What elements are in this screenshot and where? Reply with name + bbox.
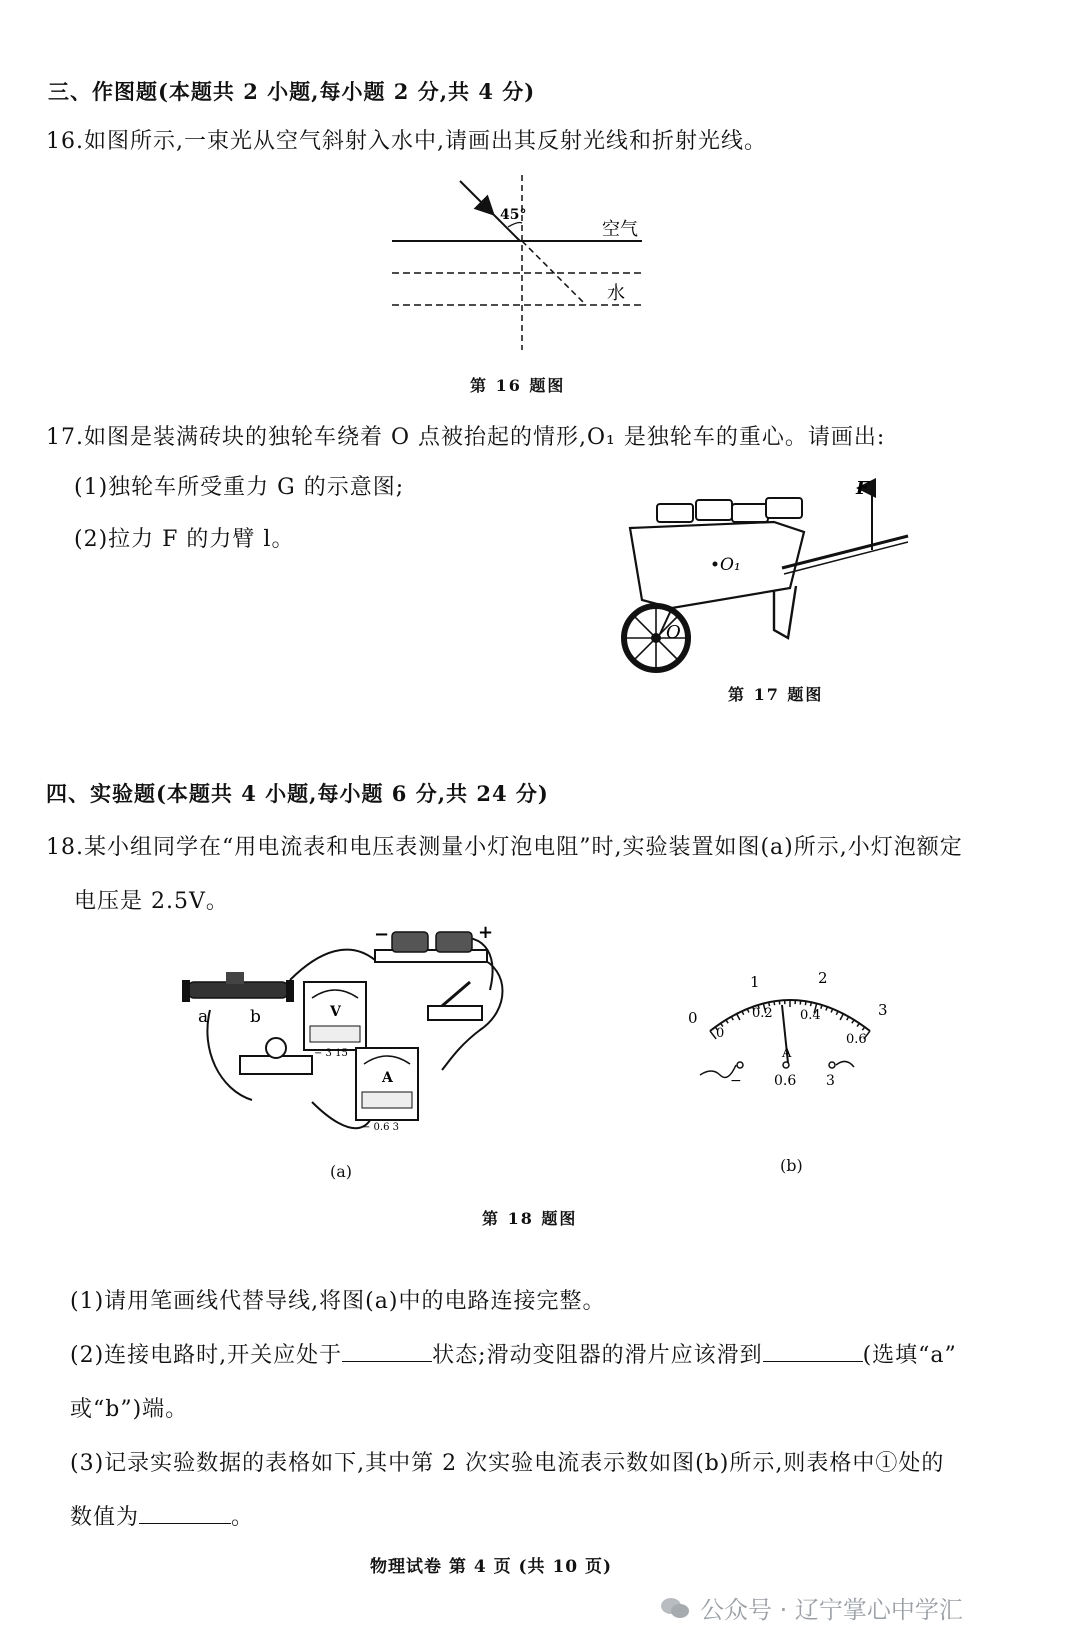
dial-tick bbox=[840, 1014, 843, 1020]
q18-text-2: 电压是 2.5V。 bbox=[74, 889, 229, 914]
battery-minus: − bbox=[374, 924, 390, 945]
dial-tick bbox=[847, 1017, 849, 1020]
q18-sub1: (1)请用笔画线代替导线,将图(a)中的电路连接完整。 bbox=[70, 1289, 606, 1314]
water-label: 水 bbox=[607, 283, 625, 304]
q17-caption: 第 17 题图 bbox=[728, 685, 824, 704]
dial-tick bbox=[731, 1017, 733, 1020]
inner-scale-06: 0.6 bbox=[846, 1032, 867, 1047]
rheostat-a: a bbox=[198, 1007, 209, 1027]
rheostat-b: b bbox=[250, 1007, 261, 1027]
q18-ammeter-dial-b bbox=[688, 969, 900, 1115]
q18-sub2-b: 状态;滑动变阻器的滑片应该滑到 bbox=[432, 1343, 763, 1368]
terminal-06: 0.6 bbox=[774, 1073, 797, 1089]
q18-sub3-end: 。 bbox=[231, 1505, 255, 1530]
q17-sub1: (1)独轮车所受重力 G 的示意图; bbox=[74, 475, 405, 500]
battery-2 bbox=[436, 932, 472, 952]
air-label: 空气 bbox=[602, 219, 638, 240]
q16-figure bbox=[380, 175, 660, 350]
fig-a-label: (a) bbox=[330, 1162, 353, 1181]
section-3-title: 三、作图题(本题共 2 小题,每小题 2 分,共 4 分) bbox=[48, 79, 536, 104]
pivot-label: O bbox=[666, 622, 681, 643]
q18-caption: 第 18 题图 bbox=[482, 1209, 578, 1228]
q18-sub3-a: (3)记录实验数据的表格如下,其中第 2 次实验电流表示数如图(b)所示,则表格中①处的 bbox=[70, 1451, 945, 1476]
ammeter-terminals: − 0.6 3 bbox=[362, 1122, 400, 1133]
q16-text: 16.如图所示,一束光从空气斜射入水中,请画出其反射光线和折射光线。 bbox=[46, 129, 767, 154]
switch bbox=[428, 1006, 482, 1020]
inner-scale-04: 0.4 bbox=[800, 1008, 821, 1023]
q18-text-1: 18.某小组同学在“用电流表和电压表测量小灯泡电阻”时,实验装置如图(a)所示,小灯泡额定 bbox=[46, 835, 963, 860]
wechat-icon bbox=[660, 1596, 690, 1620]
dial-tick bbox=[857, 1023, 859, 1026]
q17-sub2: (2)拉力 F 的力臂 l。 bbox=[74, 527, 295, 552]
voltmeter-label: V bbox=[330, 1004, 341, 1020]
dial-tick bbox=[726, 1020, 728, 1023]
dial-tick bbox=[805, 1001, 806, 1005]
angle-label: 45° bbox=[500, 207, 527, 223]
watermark-text: 公众号 · 辽宁掌心中学汇 bbox=[700, 1596, 963, 1624]
force-label: F bbox=[856, 478, 869, 499]
dial-tick bbox=[742, 1011, 744, 1015]
q18-sub3-line bbox=[70, 1500, 254, 1531]
q17-text: 17.如图是装满砖块的独轮车绕着 O 点被抬起的情形,O₁ 是独轮车的重心。请画出: bbox=[46, 425, 886, 450]
ammeter-label: A bbox=[382, 1070, 393, 1086]
terminal-minus: − bbox=[730, 1073, 742, 1089]
q18-sub2-c: (选填“a” bbox=[862, 1343, 957, 1368]
outer-scale-3: 3 bbox=[878, 1001, 888, 1019]
outer-scale-1: 1 bbox=[750, 973, 760, 991]
incident-ray bbox=[460, 181, 492, 213]
dial-tick bbox=[737, 1014, 740, 1020]
cg-label: O₁ bbox=[720, 555, 741, 575]
section-4-title: 四、实验题(本题共 4 小题,每小题 6 分,共 24 分) bbox=[46, 781, 549, 806]
switch-state-blank[interactable] bbox=[342, 1343, 432, 1362]
current-value-blank[interactable] bbox=[139, 1505, 231, 1524]
q16-caption: 第 16 题图 bbox=[470, 376, 566, 395]
q17-wheelbarrow-figure bbox=[612, 478, 922, 678]
outer-scale-2: 2 bbox=[818, 969, 828, 987]
dial-tick bbox=[811, 1002, 812, 1006]
outer-scale-0: 0 bbox=[688, 1009, 698, 1027]
battery-1 bbox=[392, 932, 428, 952]
inner-scale-02: 0.2 bbox=[752, 1006, 773, 1021]
terminal-3: 3 bbox=[826, 1073, 835, 1089]
dial-unit: A bbox=[782, 1046, 792, 1061]
rheostat bbox=[188, 982, 288, 998]
lamp-bulb bbox=[266, 1038, 286, 1058]
q18-sub2-line bbox=[70, 1338, 957, 1369]
slider-end-blank[interactable] bbox=[763, 1343, 863, 1362]
fig-b-label: (b) bbox=[780, 1156, 803, 1175]
voltmeter-terminals: − 3 15 bbox=[314, 1048, 348, 1059]
dial-tick bbox=[852, 1020, 854, 1023]
dial-tick bbox=[836, 1011, 838, 1015]
q18-sub2-a: (2)连接电路时,开关应处于 bbox=[70, 1343, 343, 1368]
battery-plus: + bbox=[478, 922, 494, 943]
q18-sub3-b: 数值为 bbox=[70, 1505, 140, 1530]
dial-tick bbox=[862, 1027, 864, 1030]
watermark bbox=[660, 1590, 963, 1625]
q18-circuit-figure-a bbox=[180, 922, 520, 1160]
q18-sub2-d: 或“b”)端。 bbox=[70, 1397, 189, 1422]
inner-scale-0: 0 bbox=[716, 1026, 725, 1041]
dial-tick bbox=[774, 1001, 775, 1005]
page-footer: 物理试卷 第 4 页 (共 10 页) bbox=[370, 1557, 613, 1577]
